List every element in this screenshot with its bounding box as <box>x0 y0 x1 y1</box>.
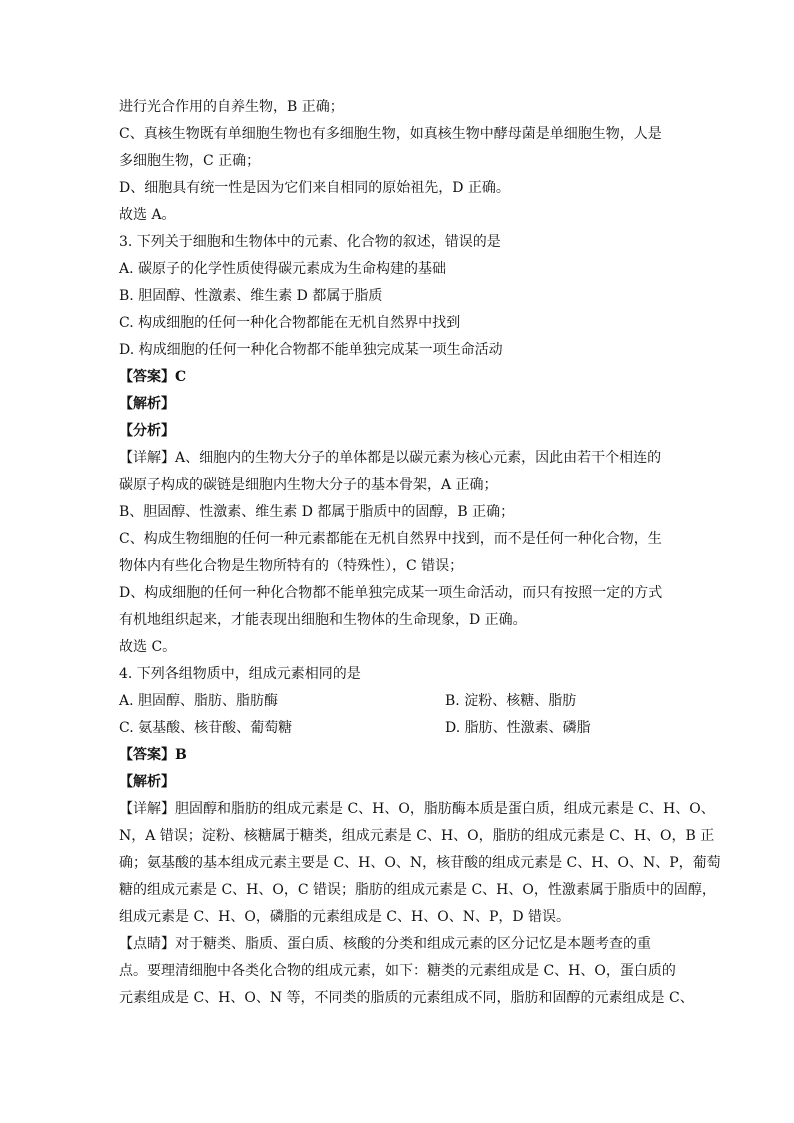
option-c: C. 氨基酸、核苷酸、葡萄糖 <box>119 720 293 736</box>
option-b: B. 胆固醇、性激素、维生素 D 都属于脂质 <box>119 288 383 304</box>
text-line: D、细胞具有统一性是因为它们来自相同的原始祖先，D 正确。 <box>119 180 510 196</box>
explanation-line: C、构成生物细胞的任何一种元素都能在无机自然界中找到，而不是任何一种化合物，生 <box>119 531 662 547</box>
explanation-line: 确；氨基酸的基本组成元素主要是 C、H、O、N，核苷酸的组成元素是 C、H、O、N、P，葡萄 <box>119 855 721 871</box>
option-row <box>119 719 679 737</box>
option-row <box>119 692 679 710</box>
note-line: 元素组成是 C、H、O、N 等，不同类的脂质的元素组成不同，脂肪和固醇的元素组成是 C、 <box>119 990 694 1006</box>
explanation-line: D、构成细胞的任何一种化合物都不能单独完成某一项生命活动，而只有按照一定的方式 <box>119 585 663 601</box>
analysis-heading: 【解析】 <box>119 774 175 790</box>
option-d: D. 脂肪、性激素、磷脂 <box>445 720 591 736</box>
answer-heading: 【答案】C <box>119 369 187 385</box>
analysis-heading: 【解析】 <box>119 396 175 412</box>
option-a: A. 碳原子的化学性质使得碳元素成为生命构建的基础 <box>119 261 447 277</box>
explanation-line: 物体内有些化合物是生物所特有的（特殊性），C 错误； <box>119 558 464 574</box>
note-line: 点。要理清细胞中各类化合物的组成元素，如下：糖类的元素组成是 C、H、O，蛋白质的 <box>119 963 676 979</box>
option-b: B. 淀粉、核糖、脂肪 <box>445 693 577 709</box>
text-line: 故选 C。 <box>119 639 177 655</box>
text-line: C、真核生物既有单细胞生物也有多细胞生物，如真核生物中酵母菌是单细胞生物，人是 <box>119 126 662 142</box>
explanation-line: 【详解】A、细胞内的生物大分子的单体都是以碳元素为核心元素，因此由若干个相连的 <box>119 450 662 466</box>
explanation-line: B、胆固醇、性激素、维生素 D 都属于脂质中的固醇，B 正确； <box>119 504 515 520</box>
question-stem: 4. 下列各组物质中，组成元素相同的是 <box>119 666 361 682</box>
analysis-subheading: 【分析】 <box>119 423 175 439</box>
text-line: 故选 A。 <box>119 207 176 223</box>
explanation-line: 【详解】胆固醇和脂肪的组成元素是 C、H、O，脂肪酶本质是蛋白质，组成元素是 C、H、O、 <box>119 801 715 817</box>
option-a: A. 胆固醇、脂肪、脂肪酶 <box>119 693 279 709</box>
explanation-line: 有机地组织起来，才能表现出细胞和生物体的生命现象，D 正确。 <box>119 612 527 628</box>
explanation-line: 糖的组成元素是 C、H、O，C 错误；脂肪的组成元素是 C、H、O，性激素属于脂质中的固醇， <box>119 882 716 898</box>
text-line: 进行光合作用的自养生物，B 正确； <box>119 99 344 115</box>
question-stem: 3. 下列关于细胞和生物体中的元素、化合物的叙述，错误的是 <box>119 234 501 250</box>
explanation-line: 组成元素是 C、H、O，磷脂的元素组成是 C、H、O、N、P，D 错误。 <box>119 909 571 925</box>
option-c: C. 构成细胞的任何一种化合物都能在无机自然界中找到 <box>119 315 461 331</box>
explanation-line: N，A 错误；淀粉、核糖属于糖类，组成元素是 C、H、O，脂肪的组成元素是 C、H、O，B 正 <box>119 828 715 844</box>
note-line: 【点睛】对于糖类、脂质、蛋白质、核酸的分类和组成元素的区分记忆是本题考查的重 <box>119 936 651 952</box>
text-line: 多细胞生物，C 正确； <box>119 153 261 169</box>
explanation-line: 碳原子构成的碳链是细胞内生物大分子的基本骨架，A 正确； <box>119 477 498 493</box>
answer-heading: 【答案】B <box>119 747 187 763</box>
option-d: D. 构成细胞的任何一种化合物都不能单独完成某一项生命活动 <box>119 342 503 358</box>
